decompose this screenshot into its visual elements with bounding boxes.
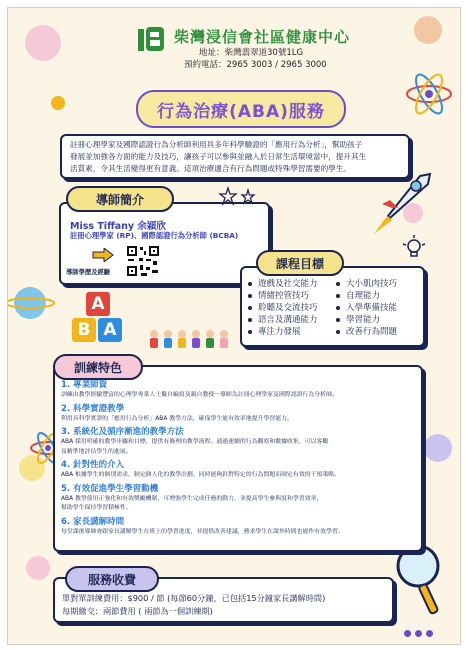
list-item: 大小肌肉技巧 <box>336 278 397 290</box>
feature-title: 3. 系統化及循序漸進的教學方法 <box>61 427 184 437</box>
list-item: 學習能力 <box>336 314 397 326</box>
aba-block-b: B <box>72 318 96 342</box>
goals-heading: 課程目標 <box>256 250 344 276</box>
feature-text: ABA 根據學生的個別需求，制定個人化的教學計劃。同時能夠針對特定的行為問題而制定有效的干預策略。 <box>61 472 341 478</box>
fee-line-2: 每期繳交：兩節費用 ( 兩節為一個訓練期) <box>62 606 213 616</box>
center-name: 柴灣浸信會社區健康中心 <box>174 28 351 46</box>
flyer-page <box>7 7 461 645</box>
feature-title: 5. 有效促進學生學習動機 <box>61 483 159 494</box>
fees-heading: 服務收費 <box>65 566 159 592</box>
qr-code[interactable] <box>126 245 160 277</box>
page-title: 行為治療(ABA)服務 <box>157 101 325 122</box>
feature-text: 利用具科學實證的「應用行為分析」ABA 教學方法，確保學生能有效率地提升學習能力。 <box>61 415 293 422</box>
fee-line-1: 單對單訓練費用：$900 / 節 (每節60分鐘，已包括15分鐘家長講解時間) <box>62 593 326 603</box>
tutor-credentials: 註冊心理學家 (RP)、國際認證行為分析師 (BCBA) <box>70 231 239 240</box>
feature-title: 4. 針對性的介入 <box>61 460 125 470</box>
goals-list-right <box>336 278 397 338</box>
decorative-dots <box>400 622 433 641</box>
list-item: 語言及溝通能力 <box>248 314 318 326</box>
goals-list-left <box>248 278 318 338</box>
tutor-name: Miss Tiffany 余穎欣 <box>70 221 166 232</box>
aba-block-a-bottom: A <box>98 318 122 342</box>
list-item: 專注力發展 <box>248 326 318 338</box>
features-list <box>61 380 413 537</box>
tutor-heading: 導師簡介 <box>66 186 174 212</box>
intro-box <box>60 134 410 179</box>
children-illustration <box>146 328 236 354</box>
feature-item <box>61 484 413 514</box>
lightbulb-icon <box>400 234 428 262</box>
feature-item <box>61 404 413 425</box>
feature-title: 1. 專業師資 <box>61 380 108 390</box>
feature-item <box>61 427 413 457</box>
features-heading: 訓練特色 <box>53 354 143 380</box>
qr-caption: 導師學歷及經驗 <box>66 269 111 276</box>
list-item: 聆聽及交流技巧 <box>248 302 318 314</box>
feature-title: 6. 家長講解時間 <box>61 516 125 527</box>
feature-title: 2. 科學實證教學 <box>61 403 125 414</box>
list-item: 改善行為問題 <box>336 326 397 338</box>
feature-text: 訓練由教學經驗豐富的心理學專業人士擬自編寫及親自教授一導師為註冊心理學家及國際認證行為分析師。 <box>61 392 338 398</box>
feature-text: ABA 教學使用正強化和有效獎勵機制，可增強學生完成任務的動力，並提高學生參與度和學習效率， <box>61 495 323 502</box>
feature-text: 及精準地評估學生的進展。 <box>61 448 132 455</box>
intro-line: 註冊心理學家及國際認證行為分析師利用具多年科學驗證的「應用行為分析」，幫助孩子 <box>70 140 363 149</box>
aba-block-a-top: A <box>86 292 110 316</box>
feature-item <box>61 517 413 538</box>
title-banner <box>136 90 346 128</box>
feature-text: ABA 採用明確的教學步驟和目標，提供有條理的教學流程。通過連續的行為觀察和數據收集，可以客觀 <box>61 439 329 445</box>
list-item: 遊戲及社交能力 <box>248 278 318 290</box>
feature-text: 幫助學生保持學習積極性。 <box>61 505 132 511</box>
arrow-right-icon <box>92 248 114 262</box>
center-logo-icon <box>138 27 166 53</box>
feature-text: 每堂課後導師會跟家長講解學生在班上的學習進度，並提供改善建議，務求學生在課外時間也能作有效學習。 <box>61 528 344 535</box>
atom-icon <box>403 68 455 120</box>
star-icon <box>218 186 258 208</box>
intro-line: 發展並加強各方面的能力及技巧，讓孩子可以參與並融入於日常生活環境當中，提升其生 <box>70 152 367 161</box>
feature-item <box>61 460 413 481</box>
list-item: 入學準備技能 <box>336 302 397 314</box>
list-item: 自理能力 <box>336 290 397 302</box>
feature-item <box>61 380 413 401</box>
intro-line: 活質素，令其生活變得更有意義。這項治療適合有行為問題或特殊學習需要的學生。 <box>70 164 351 173</box>
center-address: 地址：柴灣翡翠道30號1LG <box>199 48 304 58</box>
center-phone: 預約電話：2965 3003 / 2965 3000 <box>184 60 327 70</box>
list-item: 情緒控管技巧 <box>248 290 318 302</box>
